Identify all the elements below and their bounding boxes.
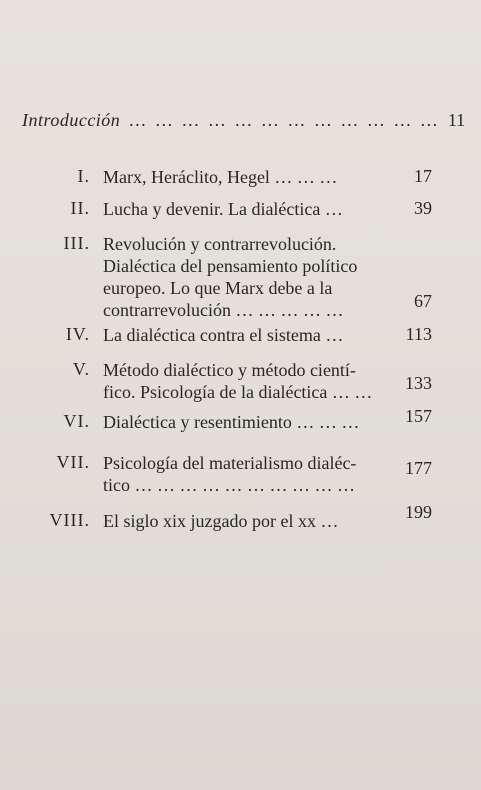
introduction-page-number: 11	[447, 110, 466, 130]
chapter-title	[103, 198, 393, 220]
introduction-title: Introducción	[22, 110, 121, 130]
chapter-title	[103, 324, 393, 346]
chapter-page-number: 39	[414, 198, 432, 218]
chapter-page-number: 177	[405, 458, 432, 478]
chapter-title-line: El siglo xix juzgado por el xx …	[103, 511, 339, 531]
chapter-title-line: La dialéctica contra el sistema …	[103, 325, 344, 345]
chapter-title-line: Dialéctica y resentimiento … … …	[103, 412, 360, 432]
chapter-page-number: 67	[414, 291, 432, 311]
chapter-page-number: 133	[405, 373, 432, 393]
chapter-title	[103, 166, 393, 188]
chapter-number: I.	[77, 166, 90, 186]
chapter-title-line: Lucha y devenir. La dialéctica …	[103, 199, 343, 219]
chapter-number: II.	[70, 198, 90, 218]
chapter-number: VIII.	[49, 510, 90, 530]
chapter-number: V.	[72, 359, 90, 379]
chapter-title-line: Método dialéctico y método cientí-	[103, 360, 356, 380]
chapter-title-line: contrarrevolución … … … … …	[103, 300, 344, 320]
chapter-title	[103, 359, 393, 403]
chapter-title-line: Marx, Heráclito, Hegel … … …	[103, 167, 338, 187]
chapter-number: VII.	[56, 452, 90, 472]
chapter-title-line: Revolución y contrarrevolución.	[103, 234, 337, 254]
chapter-page-number: 113	[405, 324, 432, 344]
toc-introduction	[22, 110, 466, 131]
chapter-page-number: 199	[405, 502, 432, 522]
chapter-title-line: fico. Psicología de la dialéctica … …	[103, 382, 373, 402]
chapter-number: III.	[63, 233, 90, 253]
chapter-title	[103, 233, 393, 321]
chapter-page-number: 157	[405, 406, 432, 426]
chapter-title-line: tico … … … … … … … … … …	[103, 475, 355, 495]
chapter-number: VI.	[63, 411, 90, 431]
chapter-title-line: europeo. Lo que Marx debe a la	[103, 278, 333, 298]
chapter-title-line: Dialéctica del pensamiento político	[103, 256, 358, 276]
chapter-title-line: Psicología del materialismo dialéc-	[103, 453, 357, 473]
chapter-page-number: 17	[414, 166, 432, 186]
chapter-number: IV.	[65, 324, 90, 344]
chapter-title	[103, 510, 393, 532]
chapter-title	[103, 452, 393, 496]
chapter-title	[103, 411, 393, 433]
introduction-leader-dots: … … … … … … … … … … … …	[128, 110, 440, 130]
